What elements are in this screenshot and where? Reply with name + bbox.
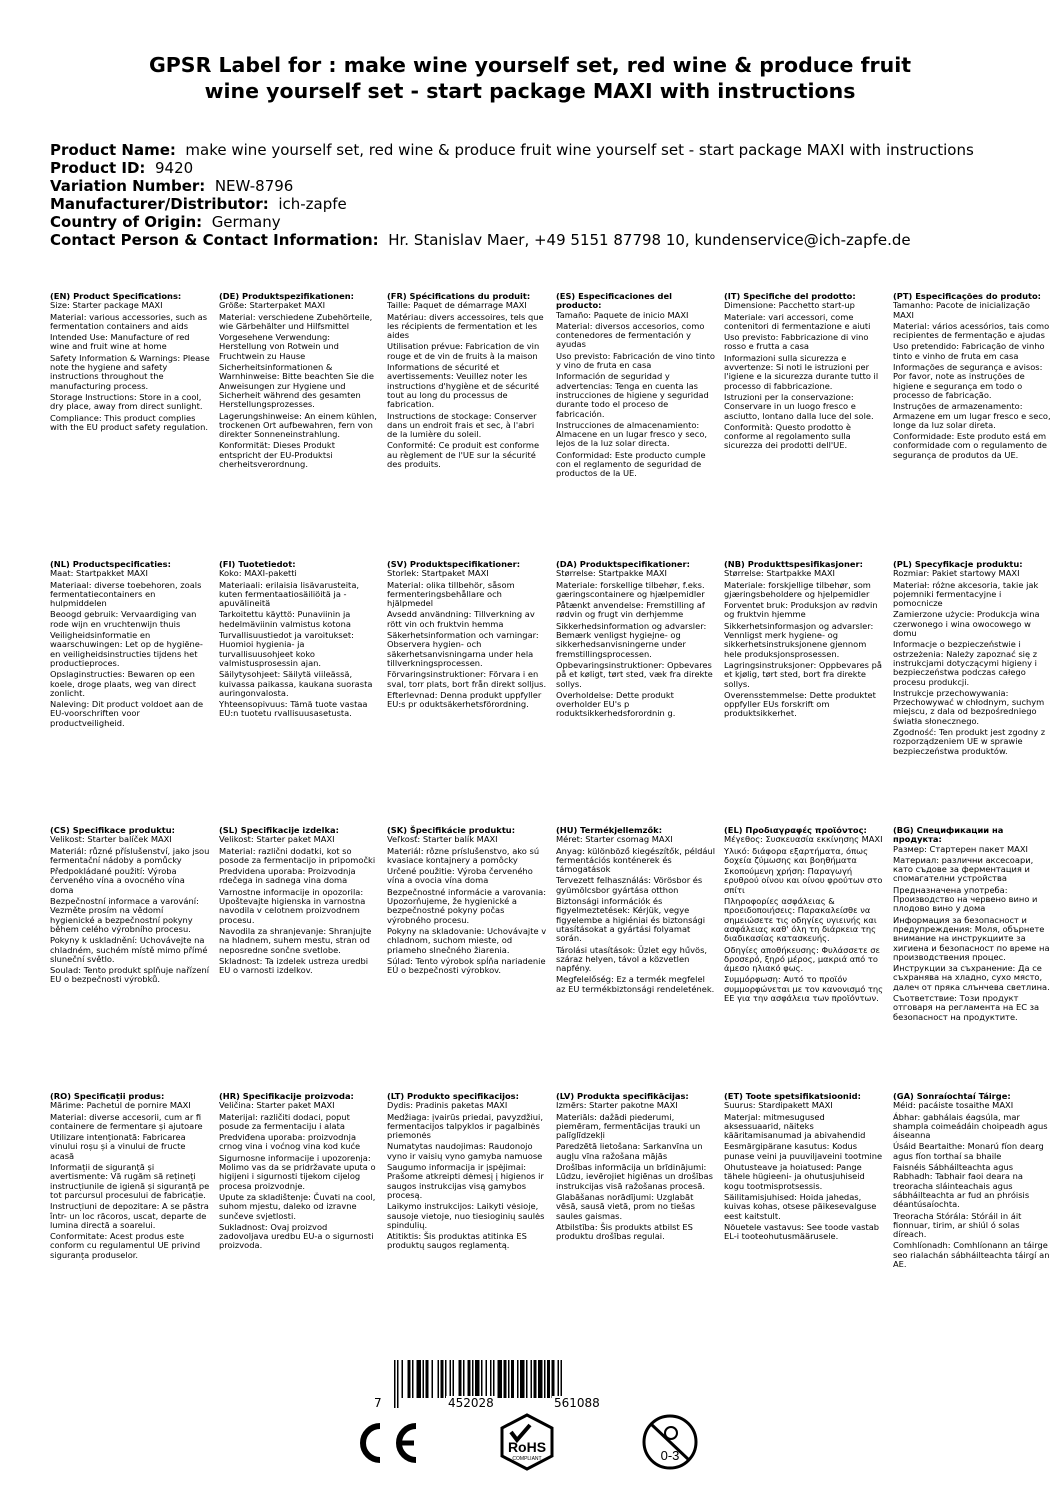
barcode-bar	[552, 1360, 555, 1398]
spec-block	[50, 292, 210, 434]
spec-line: Vorgesehene Verwendung: Herstellung von Rotwein und Fruchtwein zu Hause	[219, 332, 339, 361]
barcode-bar	[511, 1360, 514, 1398]
spec-line: Πληροφορίες ασφάλειας & προειδοποιήσεις: Παρακαλείσθε να σημειώσετε τις οδηγίες υγιεινής και ασφάλειας καθ' όλη τη διάρκεια της διαδικασίας κατασκευής.	[724, 896, 877, 944]
info-row-country	[50, 213, 1040, 231]
spec-line: Sukladnost: Ovaj proizvod zadovoljava uredbu EU-a o sigurnosti proizvoda.	[219, 1221, 374, 1251]
spec-heading: (EN) Product Specifications:	[50, 291, 182, 301]
spec-line: Istruzioni per la conservazione: Conservare in un luogo fresco e asciutto, lontano dalla luce del sole.	[724, 391, 874, 421]
spec-line: Предназначена употреба: Производство на червено вино и плодово вино у дома	[893, 884, 1038, 914]
spec-line: Izmērs: Starter pakotne MAXI	[556, 1100, 678, 1111]
spec-line: Maat: Startpakket MAXI	[50, 568, 148, 579]
spec-line: Materiaal: diverse toebehoren, zoals fermentatiecontainers en hulpmiddelen	[50, 579, 202, 609]
barcode-bar	[397, 1360, 399, 1408]
spec-block	[724, 292, 884, 453]
spec-line: Conformità: Questo prodotto è conforme al regolamento sulla sicurezza dei prodotti dell'UE.	[724, 421, 851, 451]
title-line-1: GPSR Label for : make wine yourself set, red wine & produce fruit	[148, 53, 912, 77]
age-warning-icon	[640, 1412, 700, 1476]
barcode-bar	[468, 1360, 471, 1398]
spec-heading: (EL) Προδιαγραφές προϊόντος:	[724, 825, 867, 835]
spec-line: Compliance: This product complies with the EU product safety regulation.	[50, 412, 209, 432]
title-line-2: wine yourself set - start package MAXI with instructions	[204, 79, 856, 103]
spec-line: Υλικό: διάφορα εξαρτήματα, όπως δοχεία ζύμωσης και βοηθήματα	[724, 845, 868, 865]
spec-line: Soulad: Tento produkt splňuje nařízení EU o bezpečnosti výrobků.	[50, 965, 210, 985]
spec-line: Yhteensopivuus: Tämä tuote vastaa EU:n tuotetu rvallisuusasetusta.	[219, 699, 368, 719]
spec-line: Biztonsági információk és figyelmeztetések: Kérjük, vegye figyelembe a higiéniai és biztonsági utasításokat a gyártási folyamat során.	[556, 896, 706, 944]
info-key: Product ID:	[50, 159, 146, 177]
spec-line: Sikkerhedsinformation og advarsler: Bemærk venligst hygiejne- og sikkerhedsanvisningerne under fremstillingsprocessen.	[556, 620, 707, 659]
spec-heading: (IT) Specifiche del prodotto:	[724, 291, 856, 301]
rohs-sublabel: COMPLIANT	[512, 1456, 542, 1462]
spec-line: Avsedd användning: Tillverkning av rött vin och fruktvin hemma	[387, 609, 535, 629]
spec-line: Förvaringsinstruktioner: Förvara i en sval, torr plats, bort från direkt solljus.	[387, 669, 547, 689]
spec-heading: (DE) Produktspezifikationen:	[219, 291, 354, 301]
spec-line: Předpokládané použití: Výroba červeného vína a ovocného vína doma	[50, 866, 185, 895]
spec-line: Opbevaringsinstruktioner: Opbevares på et køligt, tørt sted, væk fra direkte sollys.	[556, 659, 713, 689]
info-key: Product Name:	[50, 141, 176, 159]
barcode-bar	[459, 1360, 462, 1398]
barcode-bar	[408, 1360, 411, 1398]
spec-line: Atitiktis: Šis produktas atitinka ES produktų saugos reglamentą.	[387, 1231, 527, 1251]
spec-line: Material: različni dodatki, kot so posode za fermentacijo in pripomočki	[219, 845, 376, 865]
spec-line: Suurus: Stardipakett MAXI	[724, 1100, 833, 1111]
spec-line: Méret: Starter csomag MAXI	[556, 834, 673, 845]
ce-mark-icon	[352, 1418, 422, 1472]
barcode-bar	[453, 1360, 455, 1398]
spec-block	[556, 292, 716, 481]
barcode-digit-left: 7	[374, 1396, 382, 1410]
spec-line: Laikymo instrukcijos: Laikyti vėsioje, sausoje vietoje, nuo tiesioginių saulės spindulių.	[387, 1201, 545, 1230]
spec-line: Informations de sécurité et avertissements: Veuillez noter les instructions d'hygiène et de sécurité tout au long du processus de fabrication.	[387, 362, 539, 410]
spec-line: Medžiaga: įvairūs priedai, pavyzdžiui, fermentacijos talpyklos ir pagalbinės priemonės	[387, 1111, 543, 1141]
spec-line: Predviđena uporaba: proizvodnja crnog vina i voćnog vina kod kuće	[219, 1132, 361, 1152]
spec-heading: (SV) Produktspecifikationer:	[387, 559, 521, 569]
spec-line: Faisnéis Sábháilteachta agus Rabhadh: Tabhair faoi deara na treoracha sláinteachais agus sábháilteachta ar fud an phróisis déantúsaíochta.	[893, 1162, 1030, 1210]
spec-line: Naleving: Dit product voldoet aan de EU-voorschriften voor productveiligheid.	[50, 699, 204, 728]
spec-block	[219, 292, 379, 471]
spec-heading: (GA) Sonraíochtaí Táirge:	[893, 1091, 1011, 1101]
spec-line: Forventet bruk: Produksjon av rødvin og fruktvin hjemme	[724, 600, 878, 620]
spec-line: Rozmiar: Pakiet startowy MAXI	[893, 568, 1020, 579]
spec-line: Konformität: Dieses Produkt entspricht der EU-Produktsi cherheitsverordnung.	[219, 440, 335, 470]
barcode-bar	[445, 1360, 447, 1398]
info-value: NEW-8796	[214, 177, 294, 195]
spec-line: Tarkoitettu käyttö: Punaviinin ja hedelmäviinin valmistus kotona	[219, 609, 351, 629]
spec-line: Bezpečnostné informácie a varovania: Upozorňujeme, že hygienické a bezpečnostné pokyny počas výrobného procesu.	[387, 886, 547, 925]
spec-block	[387, 292, 547, 471]
barcode-bar	[417, 1360, 422, 1398]
spec-line: Οδηγίες αποθήκευσης: Φυλάσσετε σε δροσερό, ξηρό μέρος, μακριά από το άμεσο ηλιακό φως.	[724, 944, 881, 974]
barcode-bar	[450, 1360, 452, 1398]
spec-line: Materjal: mitmesugused aksessuaarid, näiteks kääritamisanumad ja abivahendid	[724, 1111, 866, 1141]
spec-block	[893, 826, 1053, 1024]
spec-block	[387, 1092, 547, 1253]
spec-line: Treoracha Stórála: Stóráil in áit fionnuar, tirim, ar shiúl ó solas díreach.	[893, 1210, 1022, 1240]
spec-block	[219, 826, 379, 977]
barcode-bar	[486, 1360, 488, 1398]
spec-line: Saugumo informacija ir įspėjimai: Prašome atkreipti dėmesį į higienos ir saugos instrukcijas visą gamybos procesą.	[387, 1162, 544, 1200]
info-key: Variation Number:	[50, 177, 206, 195]
spec-line: Megfelelőség: Ez a termék megfelel az EU termékbiztonsági rendeletének.	[556, 974, 715, 994]
spec-line: Matériau: divers accessoires, tels que les récipients de fermentation et les aides	[387, 311, 544, 341]
spec-line: Drošības informācija un brīdinājumi: Lūdzu, ievērojiet higiēnas un drošības instrukcijas visā ražošanas procesā.	[556, 1162, 713, 1191]
spec-line: Informacje o bezpieczeństwie i ostrzeżenia: Należy zapoznać się z instrukcjami dotyczącymi higieny i bezpieczeństwa podczas całego procesu produkcji.	[893, 639, 1038, 687]
spec-line: Materiale: forskjellige tilbehør, som gjæringsbeholdere og hjelpemidler	[724, 579, 871, 599]
spec-line: Säilitamisjuhised: Hoida jahedas, kuivas kohas, otsese päikesevalguse eest kaitstult.	[724, 1191, 877, 1221]
spec-line: Sicherheitsinformationen & Warnhinweise: Bitte beachten Sie die Anweisungen zur Hygiene und Sicherheit während des gesamten Herstellungsprozesses.	[219, 362, 374, 410]
spec-line: Úsáid Beartaithe: Monarú fíon dearg agus fíon torthaí sa bhaile	[893, 1141, 1044, 1161]
info-key: Country of Origin:	[50, 213, 203, 231]
spec-line: Sigurnosne informacije i upozorenja: Molimo vas da se pridržavate uputa o higijeni i sigurnosti tijekom cijelog procesa proizvodnje.	[219, 1152, 376, 1191]
spec-line: Navodila za shranjevanje: Shranjujte na hladnem, suhem mestu, stran od neposredne sončne svetlobe.	[219, 925, 372, 955]
spec-line: Materiale: forskellige tilbehør, f.eks. gæringscontainere og hjælpemidler	[556, 579, 705, 599]
spec-line: Uso pretendido: Fabricação de vinho tinto e vinho de fruta em casa	[893, 341, 1045, 361]
spec-line: Инструкции за съхранение: Да се съхранява на хладно, сухо място, далеч от пряка слънчева светлина.	[893, 963, 1050, 992]
spec-heading: (FI) Tuotetiedot:	[219, 559, 296, 569]
barcode-bar	[538, 1360, 543, 1398]
spec-block	[219, 560, 379, 721]
spec-line: Tárolási utasítások: Üzlet egy hűvös, száraz helyen, távol a közvetlen napfény.	[556, 944, 708, 974]
spec-line: Uso previsto: Fabbricazione di vino rosso e frutta a casa	[724, 332, 869, 352]
spec-line: Materiaali: erilaisia lisävarusteita, kuten fermentaatiosäiliöitä ja -apuvälineitä	[219, 579, 360, 609]
spec-block	[724, 1092, 884, 1243]
spec-line: Säkerhetsinformation och varningar: Observera hygien- och säkerhetsanvisningarna under hela tillverkningsprocessen.	[387, 630, 539, 668]
barcode-bar	[472, 1360, 474, 1398]
spec-line: Lagringsinstruksjoner: Oppbevares på et kjølig, tørt sted, bort fra direkte sollys.	[724, 659, 882, 689]
spec-line: Upute za skladištenje: Čuvati na cool, suhom mjestu, daleko od izravne sunčeve svjetlosti.	[219, 1191, 376, 1221]
product-info	[50, 141, 1040, 249]
spec-line: Материал: различни аксесоари, като съдове за ферментация и спомагателни устройства	[893, 854, 1034, 884]
spec-line: Påtænkt anvendelse: Fremstilling af rødvin og frugt vin derhjemme	[556, 600, 705, 620]
spec-line: Atbilstība: Šis produkts atbilst ES produktu drošības regulai.	[556, 1221, 693, 1242]
spec-heading: (PT) Especificações do produto:	[893, 291, 1041, 301]
spec-line: Veličina: Starter paket MAXI	[219, 1100, 335, 1111]
spec-heading: (PL) Specyfikacje produktu:	[893, 559, 1023, 569]
spec-line: Instrukcje przechowywania: Przechowywać w chłodnym, suchym miejscu, z dala od bezpośredniego światła słonecznego.	[893, 687, 1045, 726]
info-key: Contact Person & Contact Information:	[50, 231, 379, 249]
spec-line: Size: Starter package MAXI	[50, 300, 163, 311]
info-value: Hr. Stanislav Maer, +49 5151 87798 10, kundenservice@ich-zapfe.de	[388, 231, 911, 249]
spec-block	[50, 560, 210, 730]
spec-line: Tamanho: Pacote de inicialização MAXI	[893, 300, 1030, 320]
barcode-bar	[412, 1360, 414, 1398]
spec-line: Размер: Стартерен пакет MAXI	[893, 843, 1028, 854]
spec-line: Sikkerhetsinformasjon og advarsler: Vennligst merk hygiene- og sikkerhetsinstruksjonene gjennom hele produksjonsprosessen.	[724, 620, 874, 659]
spec-block	[387, 826, 547, 977]
barcode-bar	[517, 1360, 519, 1398]
spec-line: Materiāls: dažādi piederumi, piemēram, fermentācijas trauki un palīglīdzekļi	[556, 1111, 701, 1141]
spec-line: Mărime: Pachetul de pornire MAXI	[50, 1100, 191, 1111]
spec-line: Predvidena uporaba: Proizvodnja rdečega in sadnega vina doma	[219, 866, 356, 886]
info-row-manufacturer	[50, 195, 1040, 213]
spec-line: Conformidade: Este produto está em conformidade com o regulamento de segurança de produtos da UE.	[893, 431, 1048, 460]
spec-block	[50, 1092, 210, 1262]
barcode-digits-right: 561088	[554, 1396, 600, 1410]
spec-line: Zamierzone użycie: Produkcja wina czerwonego i wina owocowego w domu	[893, 609, 1040, 639]
spec-line: Intended Use: Manufacture of red wine and fruit wine at home	[50, 332, 190, 352]
spec-line: Zgodność: Ten produkt jest zgodny z rozporządzeniem UE w sprawie bezpieczeństwa produktów.	[893, 727, 1046, 756]
spec-line: Beoogd gebruik: Vervaardiging van rode wijn en vruchtenwijn thuis	[50, 609, 197, 629]
spec-heading: (LT) Produkto specifikacijos:	[387, 1091, 519, 1101]
rohs-label: RoHS	[507, 1439, 547, 1455]
page-title	[60, 52, 1000, 104]
spec-block	[893, 292, 1053, 462]
spec-heading: (DA) Produktspecifikationer:	[556, 559, 690, 569]
spec-line: Säilytysohjeet: Säilytä viileässä, kuivassa paikassa, kaukana suorasta auringonvalosta.	[219, 669, 373, 698]
spec-line: Anyag: különböző kiegészítők, például fermentációs konténerek és támogatások	[556, 845, 716, 875]
spec-heading: (RO) Specificații produs:	[50, 1091, 165, 1101]
barcode-bar	[526, 1360, 528, 1398]
spec-line: Turvallisuustiedot ja varoitukset: Huomioi hygienia- ja turvallisuusohjeet koko valmistusprosessin ajan.	[219, 630, 354, 668]
spec-line: Velikost: Starter paket MAXI	[219, 834, 335, 845]
spec-line: Taille: Paquet de démarrage MAXI	[387, 300, 527, 311]
spec-line: Veľkosť: Starter balík MAXI	[387, 834, 498, 845]
spec-line: Größe: Starterpaket MAXI	[219, 300, 326, 311]
spec-line: Størrelse: Startpakke MAXI	[556, 568, 667, 579]
spec-line: Eesmärgipärane kasutus: Kodus punase veini ja puuviljaveini tootmine	[724, 1141, 883, 1161]
spec-line: Ábhar: gabhálais éagsúla, mar shampla coimeádáin choipeadh agus áiseanna	[893, 1111, 1048, 1141]
barcode-bar	[544, 1360, 546, 1398]
spec-block	[893, 560, 1053, 758]
spec-line: Информация за безопасност и предупреждения: Моля, обърнете внимание на инструкциите за хигиена и безопасност по време на производствения процес.	[893, 914, 1050, 962]
info-row-contact	[50, 231, 1040, 249]
spec-heading: (NL) Productspecificaties:	[50, 559, 171, 569]
spec-line: Uso previsto: Fabricación de vino tinto y vino de fruta en casa	[556, 350, 715, 371]
spec-heading: (ES) Especificaciones del producto:	[556, 291, 672, 311]
spec-line: Méid: pacáiste tosaithe MAXI	[893, 1100, 1014, 1111]
spec-line: Dimensione: Pacchetto start-up	[724, 300, 855, 311]
spec-heading: (BG) Спецификации на продукта:	[893, 825, 1004, 845]
barcode-bar	[498, 1360, 503, 1398]
spec-line: Skladnost: Ta izdelek ustreza uredbi EU o varnosti izdelkov.	[219, 955, 369, 976]
spec-line: Pokyny k uskladnění: Uchovávejte na chladném, suchém místě mimo přímé sluneční světlo.	[50, 935, 208, 964]
spec-line: Material: verschiedene Zubehörteile, wie Gärbehälter und Hilfsmittel	[219, 311, 373, 331]
spec-line: Conformité: Ce produit est conforme au règlement de l'UE sur la sécurité des produits.	[387, 440, 540, 470]
spec-line: Størrelse: Startpakke MAXI	[724, 568, 835, 579]
spec-line: Instruções de armazenamento: Armazene em um lugar fresco e seco, longe da luz solar direta.	[893, 401, 1051, 430]
spec-block	[556, 826, 716, 996]
spec-line: Instrucțiuni de depozitare: A se păstra într- un loc răcoros, uscat, departe de lumina directă a soarelui.	[50, 1201, 209, 1230]
spec-block	[50, 826, 210, 987]
spec-line: Storlek: Startpaket MAXI	[387, 568, 489, 579]
spec-block	[556, 560, 716, 721]
spec-line: Velikost: Starter balíček MAXI	[50, 834, 172, 845]
info-value: ich-zapfe	[278, 195, 347, 213]
info-row-product-id	[50, 159, 1040, 177]
info-value: Germany	[211, 213, 281, 231]
barcode-bar	[426, 1360, 429, 1398]
barcode-bar	[402, 1360, 404, 1398]
spec-heading: (LV) Produkta specifikācijas:	[556, 1091, 689, 1101]
spec-line: Overholdelse: Dette produkt overholder EU's p roduktsikkerhedsforordnin g.	[556, 689, 676, 719]
spec-line: Tervezett felhasználás: Vörösbor és gyümölcsbor gyártása otthon	[556, 875, 703, 895]
barcode-bar	[441, 1360, 444, 1398]
barcode-bar	[438, 1360, 440, 1398]
rohs-compliant-icon	[497, 1412, 557, 1476]
spec-line: Storage Instructions: Store in a cool, dry place, away from direct sunlight.	[50, 391, 203, 412]
spec-line: Σκοπούμενη χρήση: Παραγωγή ερυθρού οίνου και οίνου φρούτων στο σπίτι	[724, 866, 883, 895]
spec-line: Veiligheidsinformatie en waarschuwingen: Let op de hygiëne- en veiligheidsinstructies tijdens het productieproces.	[50, 630, 203, 668]
spec-line: Overensstemmelse: Dette produktet oppfyller EUs forskrift om produktsikkerhet.	[724, 689, 876, 719]
spec-line: Material: various accessories, such as fermentation containers and aids	[50, 311, 208, 331]
spec-line: Instructions de stockage: Conserver dans un endroit frais et sec, à l'abri de la lumière du soleil.	[387, 410, 537, 440]
barcode-bar	[558, 1360, 560, 1398]
spec-line: Съответствие: Този продукт отговаря на регламента на ЕС за безопасност на продуктите.	[893, 993, 1040, 1022]
spec-line: Materijal: različiti dodaci, poput posude za fermentaciju i alata	[219, 1111, 350, 1131]
spec-line: Materiál: rôzne príslušenstvo, ako sú kvasiace kontajnery a pomôcky	[387, 845, 540, 865]
spec-heading: (HR) Specifikacije proizvoda:	[219, 1091, 354, 1101]
spec-line: Pokyny na skladovanie: Uchovávajte v chladnom, suchom mieste, od priameho slnečného žiarenia.	[387, 925, 547, 955]
barcode-bar	[423, 1360, 425, 1398]
barcode-bar	[504, 1360, 507, 1398]
barcode-digits-middle: 452028	[448, 1396, 494, 1410]
spec-line: Určené použitie: Výroba červeného vína a ovocia vína doma	[387, 866, 533, 886]
barcode-bar	[394, 1360, 396, 1408]
spec-line: Materiale: vari accessori, come contenitori di fermentazione e aiuti	[724, 311, 871, 331]
spec-heading: (FR) Spécifications du produit:	[387, 291, 531, 301]
spec-heading: (SL) Specifikacije izdelka:	[219, 825, 339, 835]
barcode-bar	[520, 1360, 525, 1398]
spec-line: Paredzētā lietošana: Sarkanvīna un augļu vīna ražošana mājās	[556, 1141, 703, 1161]
spec-block	[724, 560, 884, 721]
spec-line: Συμμόρφωση: Αυτό το προϊόν συμμορφώνεται με τον κανονισμό της ΕΕ για την ασφάλεια των προϊόντων.	[724, 974, 884, 1004]
spec-line: Dydis: Pradinis paketas MAXI	[387, 1100, 508, 1111]
spec-line: Materiał: różne akcesoria, takie jak pojemniki fermentacyjne i pomocnicze	[893, 579, 1039, 609]
barcode-bar	[534, 1360, 537, 1398]
spec-line: Lagerungshinweise: An einem kühlen, trockenen Ort aufbewahren, fern von direkter Sonneneinstrahlung.	[219, 410, 377, 440]
info-row-product-name	[50, 141, 1040, 159]
spec-line: Bezpečnostní informace a varování: Vezměte prosím na vědomí hygienické a bezpečnostní pokyny během celého výrobního procesu.	[50, 896, 199, 934]
spec-block	[556, 1092, 716, 1243]
spec-heading: (HU) Termékjellemzők:	[556, 825, 663, 835]
spec-block	[724, 826, 884, 1005]
spec-line: Conformitate: Acest produs este conform cu regulamentul UE privind siguranța produselor.	[50, 1231, 201, 1260]
spec-line: Instrucciones de almacenamiento: Almacene en un lugar fresco y seco, lejos de la luz solar directa.	[556, 419, 708, 449]
spec-line: Material: vários acessórios, tais como recipientes de fermentação e ajudas	[893, 320, 1050, 341]
info-row-variation-number	[50, 177, 1040, 195]
spec-heading: (CS) Specifikace produktu:	[50, 825, 175, 835]
spec-line: Opslaginstructies: Bewaren op een koele, droge plaats, weg van direct zonlicht.	[50, 669, 196, 698]
info-value: 9420	[154, 159, 194, 177]
spec-line: Ohutusteave ja hoiatused: Pange tähele hügieeni- ja ohutusjuhiseid kogu tootmisprotsessis.	[724, 1162, 865, 1191]
barcode-bar	[508, 1360, 510, 1398]
spec-line: Utilizare intenționată: Fabricarea vinului roșu și a vinului de fructe acasă	[50, 1132, 186, 1161]
barcode-bar	[547, 1360, 550, 1398]
spec-line: Μέγεθος: Συσκευασία εκκίνησης MAXI	[724, 834, 883, 845]
spec-line: Varnostne informacije in opozorila: Upoštevajte higienska in varnostna navodila v celotnem proizvodnem procesu.	[219, 886, 366, 925]
spec-line: Efterlevnad: Denna produkt uppfyller EU:s pr oduktsäkerhetsförordning.	[387, 689, 542, 710]
spec-line: Safety Information & Warnings: Please note the hygiene and safety instructions throughout the manufacturing process.	[50, 352, 210, 391]
spec-line: Nõuetele vastavus: See toode vastab EL-i tooteohutusmäärusele.	[724, 1221, 880, 1242]
spec-line: Material: diversos accesorios, como contenedores de fermentación y ayudas	[556, 320, 705, 350]
spec-heading: (ET) Toote spetsifikatsioonid:	[724, 1091, 861, 1101]
barcode-bar	[493, 1360, 495, 1398]
spec-line: Comhlíonadh: Comhlíonann an táirge seo rialachán sábháilteachta táirgí an AE.	[893, 1240, 1050, 1270]
info-key: Manufacturer/Distributor:	[50, 195, 269, 213]
barcode-bar	[531, 1360, 533, 1398]
barcode	[370, 1360, 612, 1412]
barcode-bar	[490, 1360, 492, 1398]
spec-line: Numatytas naudojimas: Raudonojo vyno ir vaisių vyno gamyba namuose	[387, 1141, 543, 1161]
spec-line: Información de seguridad y advertencias: Tenga en cuenta las instrucciones de higiene y seguridad durante todo el proceso de fabricación.	[556, 371, 709, 419]
spec-line: Material: diverse accesorii, cum ar fi containere de fermentare și ajutoare	[50, 1111, 203, 1131]
spec-line: Conformidad: Este producto cumple con el reglamento de seguridad de productos de la UE.	[556, 449, 706, 479]
spec-line: Materiál: různé příslušenství, jako jsou fermentační nádoby a pomůcky	[50, 845, 210, 865]
spec-line: Informații de siguranță și avertismente: Vă rugăm să rețineți instrucțiunile de igienă și siguranță pe tot parcursul procesului de fabricație.	[50, 1162, 210, 1200]
spec-block	[893, 1092, 1053, 1271]
spec-heading: (NB) Produkttspesifikasjoner:	[724, 559, 863, 569]
age-warning-label: 0-3	[660, 1448, 680, 1463]
spec-line: Informações de segurança e avisos: Por favor, note as instruções de higiene e segurança em todo o processo de fabricação.	[893, 362, 1043, 400]
spec-line: Informazioni sulla sicurezza e avvertenze: Si noti le istruzioni per l'igiene e la sicurezza durante tutto il processo di fabbricazione.	[724, 352, 879, 391]
spec-line: Utilisation prévue: Fabrication de vin rouge et de vin de fruits à la maison	[387, 341, 540, 361]
spec-line: Koko: MAXI-paketti	[219, 568, 297, 579]
spec-line: Súlad: Tento výrobok spĺňa nariadenie EÚ o bezpečnosti výrobkov.	[387, 955, 546, 976]
barcode-bar	[463, 1360, 465, 1398]
spec-line: Tamaño: Paquete de inicio MAXI	[556, 309, 689, 320]
spec-line: Material: olika tillbehör, såsom fermenteringsbehållare och hjälpmedel	[387, 579, 515, 609]
barcode-bar	[432, 1360, 434, 1398]
info-value: make wine yourself set, red wine & produce fruit wine yourself set - start package MAXI with instructions	[185, 141, 974, 159]
spec-block	[387, 560, 547, 711]
spec-block	[219, 1092, 379, 1253]
spec-heading: (SK) Špecifikácie produktu:	[387, 825, 516, 835]
spec-line: Glabāšanas norādījumi: Uzglabāt vēsā, sausā vietā, prom no tiešas saules gaismas.	[556, 1191, 695, 1221]
